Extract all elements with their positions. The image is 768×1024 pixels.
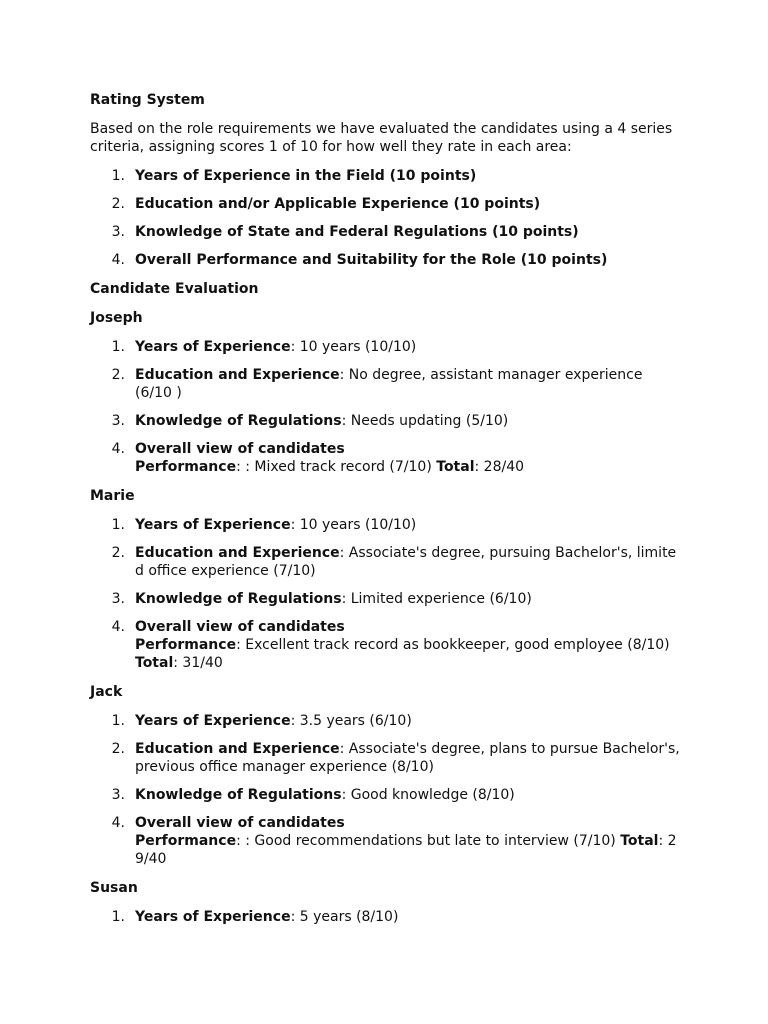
score-value: : 3.5 years (6/10)	[290, 713, 412, 729]
list-number: 3.	[111, 224, 125, 240]
score-label: Years of Experience	[135, 909, 291, 925]
score-value: : Associate's degree, plans to pursue Bachelor's, previous office manager experience (8/10)	[135, 741, 680, 775]
candidate-scores-list	[90, 712, 680, 868]
criteria-text: Education and/or Applicable Experience (10 points)	[135, 196, 541, 212]
score-value: : 5 years (8/10)	[290, 909, 399, 925]
performance-value: : Excellent track record as bookkeeper, good employee (8/10)	[236, 637, 670, 653]
overall-label: Overall view of candidates	[135, 619, 345, 635]
list-number: 4.	[111, 441, 125, 457]
criteria-item	[90, 167, 680, 185]
score-item	[90, 590, 680, 608]
score-item	[90, 740, 680, 776]
list-number: 1.	[111, 168, 125, 184]
score-label: Knowledge of Regulations	[135, 591, 342, 607]
total-label: Total	[620, 833, 659, 849]
rating-intro: Based on the role requirements we have evaluated the candidates using a 4 series criteria, assigning scores 1 of 10 for how well they rate in each area:	[90, 121, 673, 155]
performance-value: : : Mixed track record (7/10)	[236, 459, 437, 475]
list-number: 4.	[111, 252, 125, 268]
total-label: Total	[135, 655, 174, 671]
list-number: 1.	[111, 339, 125, 355]
list-number: 1.	[111, 909, 125, 925]
candidate-scores-list	[90, 908, 680, 926]
total-value: : 28/40	[474, 459, 525, 475]
candidate-scores-list	[90, 516, 680, 672]
candidate-name: Susan	[90, 880, 138, 896]
score-value: : No degree, assistant manager experience (6/10 )	[135, 367, 643, 401]
overall-label: Overall view of candidates	[135, 815, 345, 831]
score-label: Years of Experience	[135, 713, 291, 729]
performance-label: Performance	[135, 637, 237, 653]
score-item	[90, 366, 680, 402]
list-number: 2.	[111, 196, 125, 212]
score-label: Education and Experience	[135, 741, 340, 757]
list-number: 3.	[111, 413, 125, 429]
total-value: : 2 9/40	[135, 833, 677, 867]
score-item	[90, 712, 680, 730]
score-value: : 10 years (10/10)	[290, 517, 417, 533]
total-label: Total	[436, 459, 475, 475]
score-item	[90, 908, 680, 926]
overall-label: Overall view of candidates	[135, 441, 345, 457]
list-number: 2.	[111, 545, 125, 561]
overall-item	[90, 440, 680, 476]
score-item	[90, 544, 680, 580]
score-item	[90, 516, 680, 534]
list-number: 4.	[111, 815, 125, 831]
list-number: 3.	[111, 787, 125, 803]
score-label: Years of Experience	[135, 339, 291, 355]
list-number: 3.	[111, 591, 125, 607]
score-label: Knowledge of Regulations	[135, 787, 342, 803]
score-label: Years of Experience	[135, 517, 291, 533]
score-value: : Good knowledge (8/10)	[341, 787, 515, 803]
overall-item	[90, 814, 680, 868]
score-item	[90, 338, 680, 356]
criteria-list	[90, 167, 680, 269]
total-value: : 31/40	[173, 655, 223, 671]
criteria-text: Years of Experience in the Field (10 points)	[135, 168, 477, 184]
document-content	[90, 91, 680, 937]
score-item	[90, 412, 680, 430]
candidate-evaluation-heading: Candidate Evaluation	[90, 281, 259, 297]
candidate-name: Jack	[90, 684, 123, 700]
criteria-text: Overall Performance and Suitability for the Role (10 points)	[135, 252, 608, 268]
list-number: 4.	[111, 619, 125, 635]
score-value: : Needs updating (5/10)	[341, 413, 509, 429]
criteria-item	[90, 223, 680, 241]
overall-item	[90, 618, 680, 672]
score-value: : Limited experience (6/10)	[341, 591, 532, 607]
criteria-item	[90, 195, 680, 213]
criteria-item	[90, 251, 680, 269]
list-number: 2.	[111, 741, 125, 757]
candidate-name: Joseph	[90, 310, 143, 326]
candidate-scores-list	[90, 338, 680, 476]
criteria-text: Knowledge of State and Federal Regulations (10 points)	[135, 224, 579, 240]
performance-label: Performance	[135, 459, 237, 475]
score-value: : 10 years (10/10)	[290, 339, 417, 355]
list-number: 1.	[111, 713, 125, 729]
performance-label: Performance	[135, 833, 237, 849]
score-label: Education and Experience	[135, 367, 340, 383]
score-label: Knowledge of Regulations	[135, 413, 342, 429]
list-number: 2.	[111, 367, 125, 383]
score-label: Education and Experience	[135, 545, 340, 561]
performance-value: : : Good recommendations but late to interview (7/10)	[236, 833, 621, 849]
score-value: : Associate's degree, pursuing Bachelor's, limite d office experience (7/10)	[135, 545, 677, 579]
list-number: 1.	[111, 517, 125, 533]
score-item	[90, 786, 680, 804]
candidate-name: Marie	[90, 488, 135, 504]
rating-system-heading: Rating System	[90, 92, 205, 108]
